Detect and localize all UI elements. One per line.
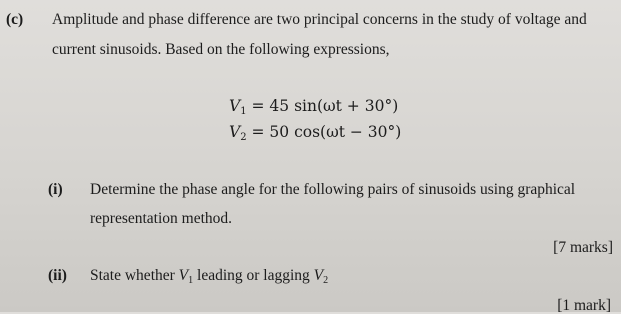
part-label: (c) [6,11,24,28]
equation-v1-subscript: 1 [240,106,247,117]
intro-line-1: Amplitude and phase difference are two principal concerns in the study of voltage and [52,11,587,28]
equation-v2-subscript: 2 [240,132,247,143]
equation-v2 [229,125,401,143]
question-ii-var-a-sub: 1 [188,275,194,286]
intro-line-2: current sinusoids. Based on the following expressions, [52,41,390,58]
equation-v1-rhs: = 45 sin(ωt + 30°) [246,97,399,115]
question-i-marks: [7 marks] [553,239,613,256]
question-ii-label: (ii) [48,267,67,284]
question-i-line-1: Determine the phase angle for the following pairs of sinusoids using graphical [90,181,576,198]
equation-v2-rhs: = 50 cos(ωt − 30°) [246,123,402,141]
question-i-line-2: representation method. [90,210,233,227]
question-ii-marks: [1 mark] [557,297,611,314]
question-ii-text-a: State whether [90,267,179,284]
question-ii-text-b: leading or lagging [193,267,314,284]
question-ii-var-b: V [313,267,324,284]
question-i-label: (i) [48,181,63,198]
question-ii-text [90,268,328,286]
question-ii-var-b-sub: 2 [323,275,329,286]
equation-v1-symbol: V [229,97,241,115]
question-ii-var-a: V [178,267,189,284]
equation-v2-symbol: V [229,123,241,141]
equation-v1 [229,99,398,117]
